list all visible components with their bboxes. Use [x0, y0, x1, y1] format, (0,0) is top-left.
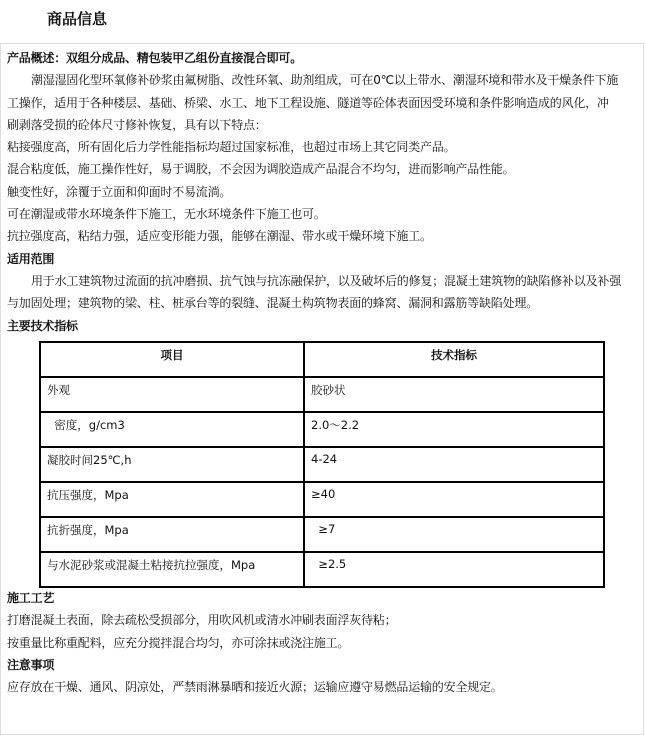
overview-text: 潮湿湿固化型环氧修补砂浆由氟树脂、改性环氧、助剂组成，可在0℃以上带水、潮湿环境和带水及干燥条件下施	[31, 73, 619, 88]
spec-value: ≥2.5	[304, 552, 604, 587]
spec-item: 外观	[40, 377, 304, 412]
product-description	[7, 47, 637, 337]
process-and-notes	[7, 587, 637, 698]
overview-heading: 产品概述：双组分成品、精包装甲乙组份直接混合即可。	[7, 51, 303, 65]
spec-item: 凝胶时间25℃,h	[40, 447, 304, 482]
overview-text: 工操作，适用于各种楼层、基础、桥梁、水工、地下工程设施、隧道等砼体表面因受环境和条件影响造成的风化，冲	[7, 95, 609, 110]
feature-item: 粘接强度高，所有固化后力学性能指标均超过国家标准，也超过市场上其它同类产品。	[7, 140, 456, 155]
table-row	[40, 517, 604, 552]
page-title: 商品信息	[47, 10, 108, 28]
specs-table	[39, 341, 605, 588]
spec-item: 抗压强度，Mpa	[40, 482, 304, 517]
process-step: 按重量比称重配料，应充分搅拌混合均匀，亦可涂抹或浇注施工。	[7, 635, 350, 650]
scope-text: 与加固处理；建筑物的梁、柱、桩承台等的裂缝、混凝土构筑物表面的蜂窝、漏洞和露筋等缺陷处理。	[7, 296, 539, 311]
scope-heading: 适用范围	[7, 251, 55, 266]
column-header: 技术指标	[304, 342, 604, 377]
feature-item: 抗拉强度高，粘结力强，适应变形能力强，能够在潮湿、带水或干燥环境下施工。	[7, 229, 432, 244]
table-row	[40, 377, 604, 412]
feature-item: 触变性好，涂覆于立面和仰面时不易流淌。	[7, 184, 232, 199]
spec-value: 2.0～2.2	[304, 412, 604, 447]
spec-item: 与水泥砂浆或混凝土粘接抗拉强度，Mpa	[40, 552, 304, 587]
table-row	[40, 412, 604, 447]
overview-text: 刷剥落受损的砼体尺寸修补恢复，具有以下特点：	[7, 117, 267, 132]
table-row	[40, 552, 604, 587]
process-heading: 施工工艺	[7, 591, 55, 605]
notes-text: 应存放在干燥、通风、阴凉处，严禁雨淋暴晒和接近火源；运输应遵守易燃品运输的安全规定。	[7, 680, 503, 695]
table-row	[40, 447, 604, 482]
table-row	[40, 482, 604, 517]
spec-value: ≥40	[304, 482, 604, 517]
feature-item: 可在潮湿或带水环境条件下施工，无水环境条件下施工也可。	[7, 207, 326, 222]
process-step: 打磨混凝土表面，除去疏松受损部分，用吹风机或清水冲刷表面浮灰待粘；	[7, 613, 397, 628]
specs-heading: 主要技术指标	[7, 318, 78, 333]
notes-heading: 注意事项	[7, 657, 55, 672]
feature-item: 混合粘度低，施工操作性好，易于调胶，不会因为调胶造成产品混合不均匀，进而影响产品性能。	[7, 162, 515, 177]
spec-value: 胶砂状	[304, 377, 604, 412]
spec-value: ≥7	[304, 517, 604, 552]
scope-text: 用于水工建筑物过流面的抗冲磨损、抗气蚀与抗冻融保护，以及破坏后的修复；混凝土建筑物的缺陷修补以及补强	[31, 273, 622, 288]
spec-item: 抗折强度，Mpa	[40, 517, 304, 552]
column-header: 项目	[40, 342, 304, 377]
table-header-row	[40, 342, 604, 377]
spec-value: 4-24	[304, 447, 604, 482]
spec-item: 密度，g/cm3	[40, 412, 304, 447]
